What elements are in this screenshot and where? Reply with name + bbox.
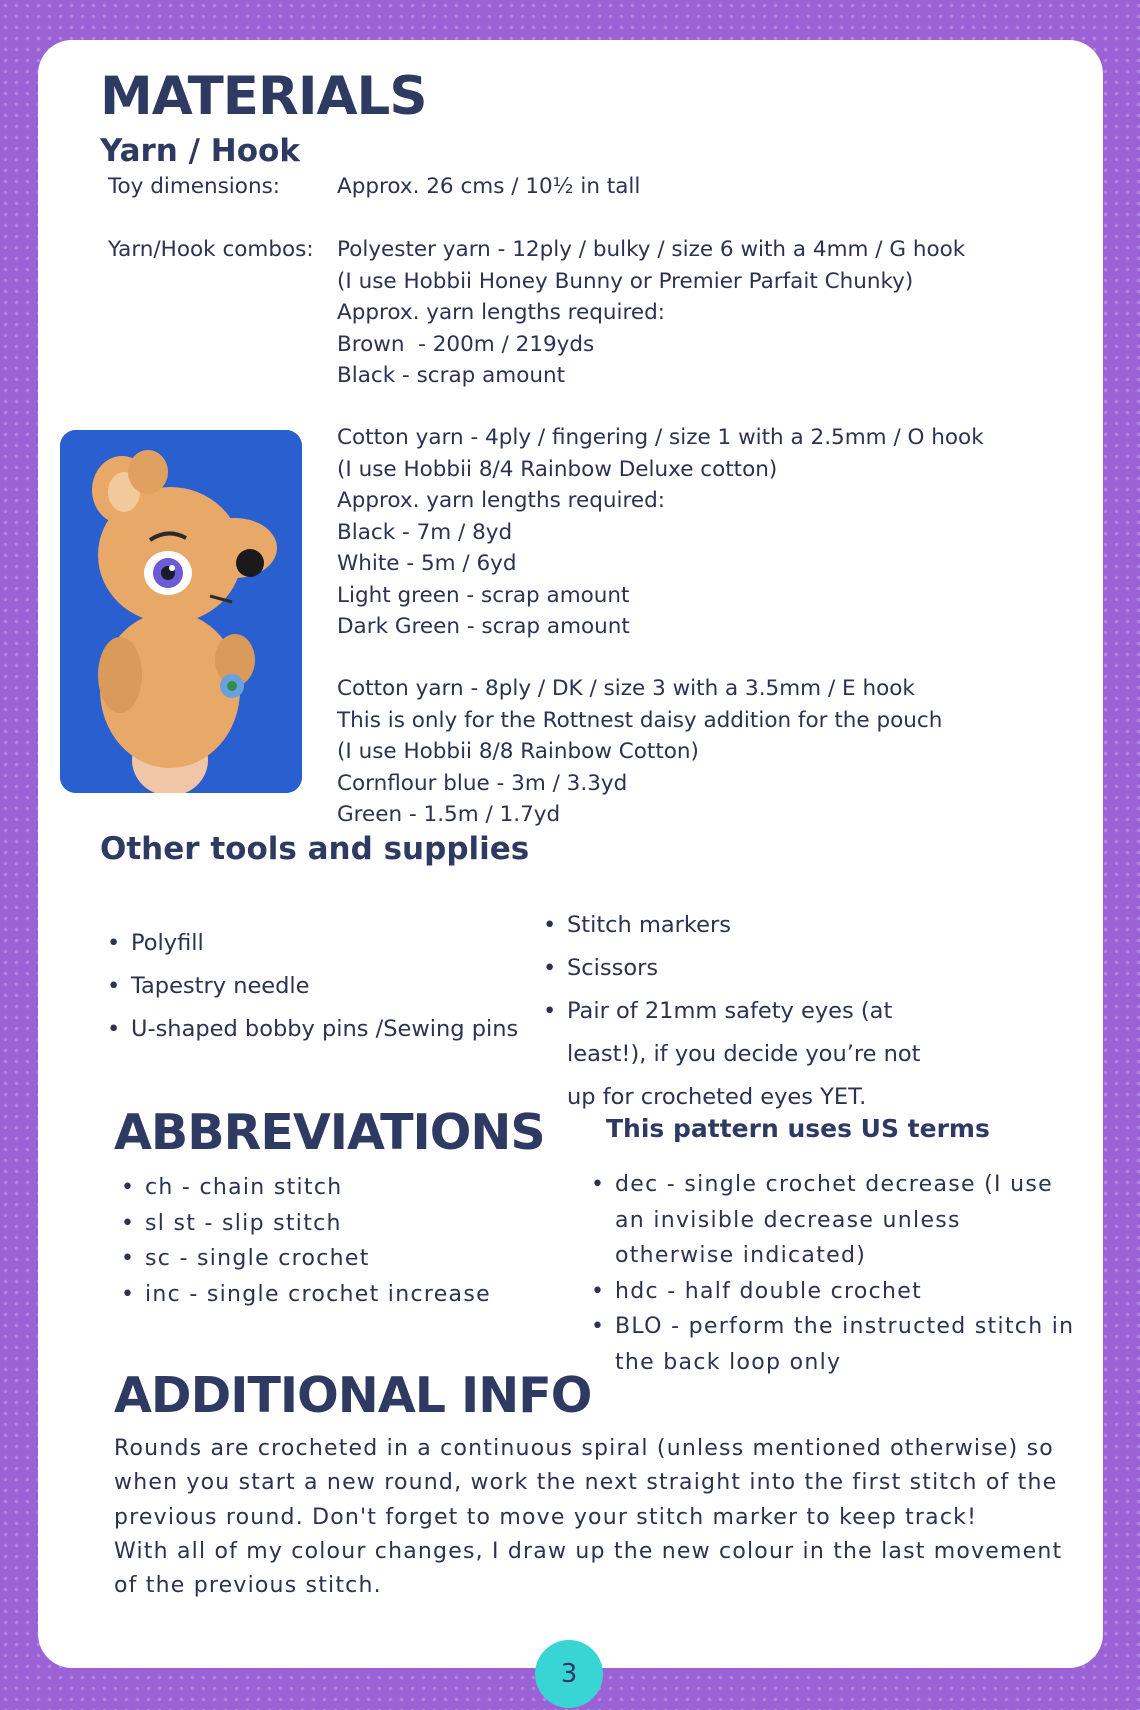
list-item: • Stitch markers (536, 904, 936, 947)
list-item: • ch - chain stitch (114, 1170, 584, 1206)
page-number-badge: 3 (535, 1640, 603, 1708)
list-item: • hdc - half double crochet (584, 1274, 1084, 1310)
yarn-line: Cotton yarn - 8ply / DK / size 3 with a 3.5mm / E hook (337, 676, 915, 701)
yarn-line: White - 5m / 6yd (337, 551, 517, 576)
yarn-line: Approx. yarn lengths required: (337, 300, 665, 325)
list-item: • Pair of 21mm safety eyes (at least!), if you decide you’re not up for crocheted eyes YET. (536, 990, 936, 1119)
quokka-toy-illustration (60, 430, 302, 793)
yarn-line: Light green - scrap amount (337, 582, 630, 608)
yarn-line: Approx. yarn lengths required: (337, 488, 665, 513)
us-terms-note: This pattern uses US terms (606, 1114, 990, 1143)
yarn-line: Brown - 200m / 219yds (337, 331, 595, 357)
yarn-line: Cornflour blue - 3m / 3.3yd (337, 770, 628, 796)
tools-title: Other tools and supplies (100, 831, 530, 867)
yarn-line: Black - scrap amount (337, 363, 566, 388)
yarn-line: (I use Hobbii 8/8 Rainbow Cotton) (337, 739, 699, 764)
yarn-combo-cotton-8ply (337, 673, 942, 831)
yarn-line: Cotton yarn - 4ply / fingering / size 1 with a 2.5mm / O hook (337, 425, 984, 450)
list-item: • U-shaped bobby pins /Sewing pins (100, 1008, 530, 1051)
yarn-line: (I use Hobbii 8/4 Rainbow Deluxe cotton) (337, 456, 778, 482)
tools-list-left (100, 922, 530, 1051)
additional-info-paragraph: Rounds are crocheted in a continuous spiral (unless mentioned otherwise) so when you start a new round, work the next straight into the first stitch of the previous round. Don't forget to move your stitch marker to keep track! (114, 1436, 1058, 1530)
toy-dimensions-label: Toy dimensions: (108, 174, 281, 199)
materials-title: MATERIALS (100, 66, 427, 127)
quokka-photo (60, 430, 302, 793)
list-item: • Scissors (536, 947, 936, 990)
list-item: • sc - single crochet (114, 1241, 584, 1277)
yarn-combo-polyester (337, 234, 965, 392)
tools-list-right (536, 904, 936, 1119)
abbreviations-list-left (114, 1170, 584, 1312)
yarn-hook-subtitle: Yarn / Hook (100, 133, 300, 169)
list-item: • Polyfill (100, 922, 530, 965)
additional-info-body (114, 1432, 1074, 1603)
yarn-combo-cotton-4ply (337, 422, 984, 643)
yarn-line: Dark Green - scrap amount (337, 614, 630, 639)
page-card (38, 40, 1103, 1668)
list-item: • Tapestry needle (100, 965, 530, 1008)
additional-info-paragraph: With all of my colour changes, I draw up the new colour in the last movement of the previous stitch. (114, 1538, 1063, 1599)
yarn-line: Black - 7m / 8yd (337, 519, 513, 545)
abbreviations-title: ABBREVIATIONS (114, 1104, 545, 1161)
yarn-hook-combos-label: Yarn/Hook combos: (108, 237, 314, 262)
list-item: • BLO - perform the instructed stitch in the back loop only (584, 1309, 1084, 1380)
abbreviations-list-right (584, 1167, 1084, 1380)
yarn-line: (I use Hobbii Honey Bunny or Premier Parfait Chunky) (337, 268, 914, 294)
yarn-line: Polyester yarn - 12ply / bulky / size 6 with a 4mm / G hook (337, 237, 966, 262)
toy-dimensions-value: Approx. 26 cms / 10½ in tall (337, 174, 641, 199)
yarn-line: This is only for the Rottnest daisy addition for the pouch (337, 707, 943, 733)
list-item: • sl st - slip stitch (114, 1206, 584, 1242)
additional-info-title: ADDITIONAL INFO (114, 1367, 592, 1424)
yarn-line: Green - 1.5m / 1.7yd (337, 802, 561, 827)
list-item: • dec - single crochet decrease (I use an invisible decrease unless otherwise indicated) (584, 1167, 1084, 1274)
list-item: • inc - single crochet increase (114, 1277, 584, 1313)
